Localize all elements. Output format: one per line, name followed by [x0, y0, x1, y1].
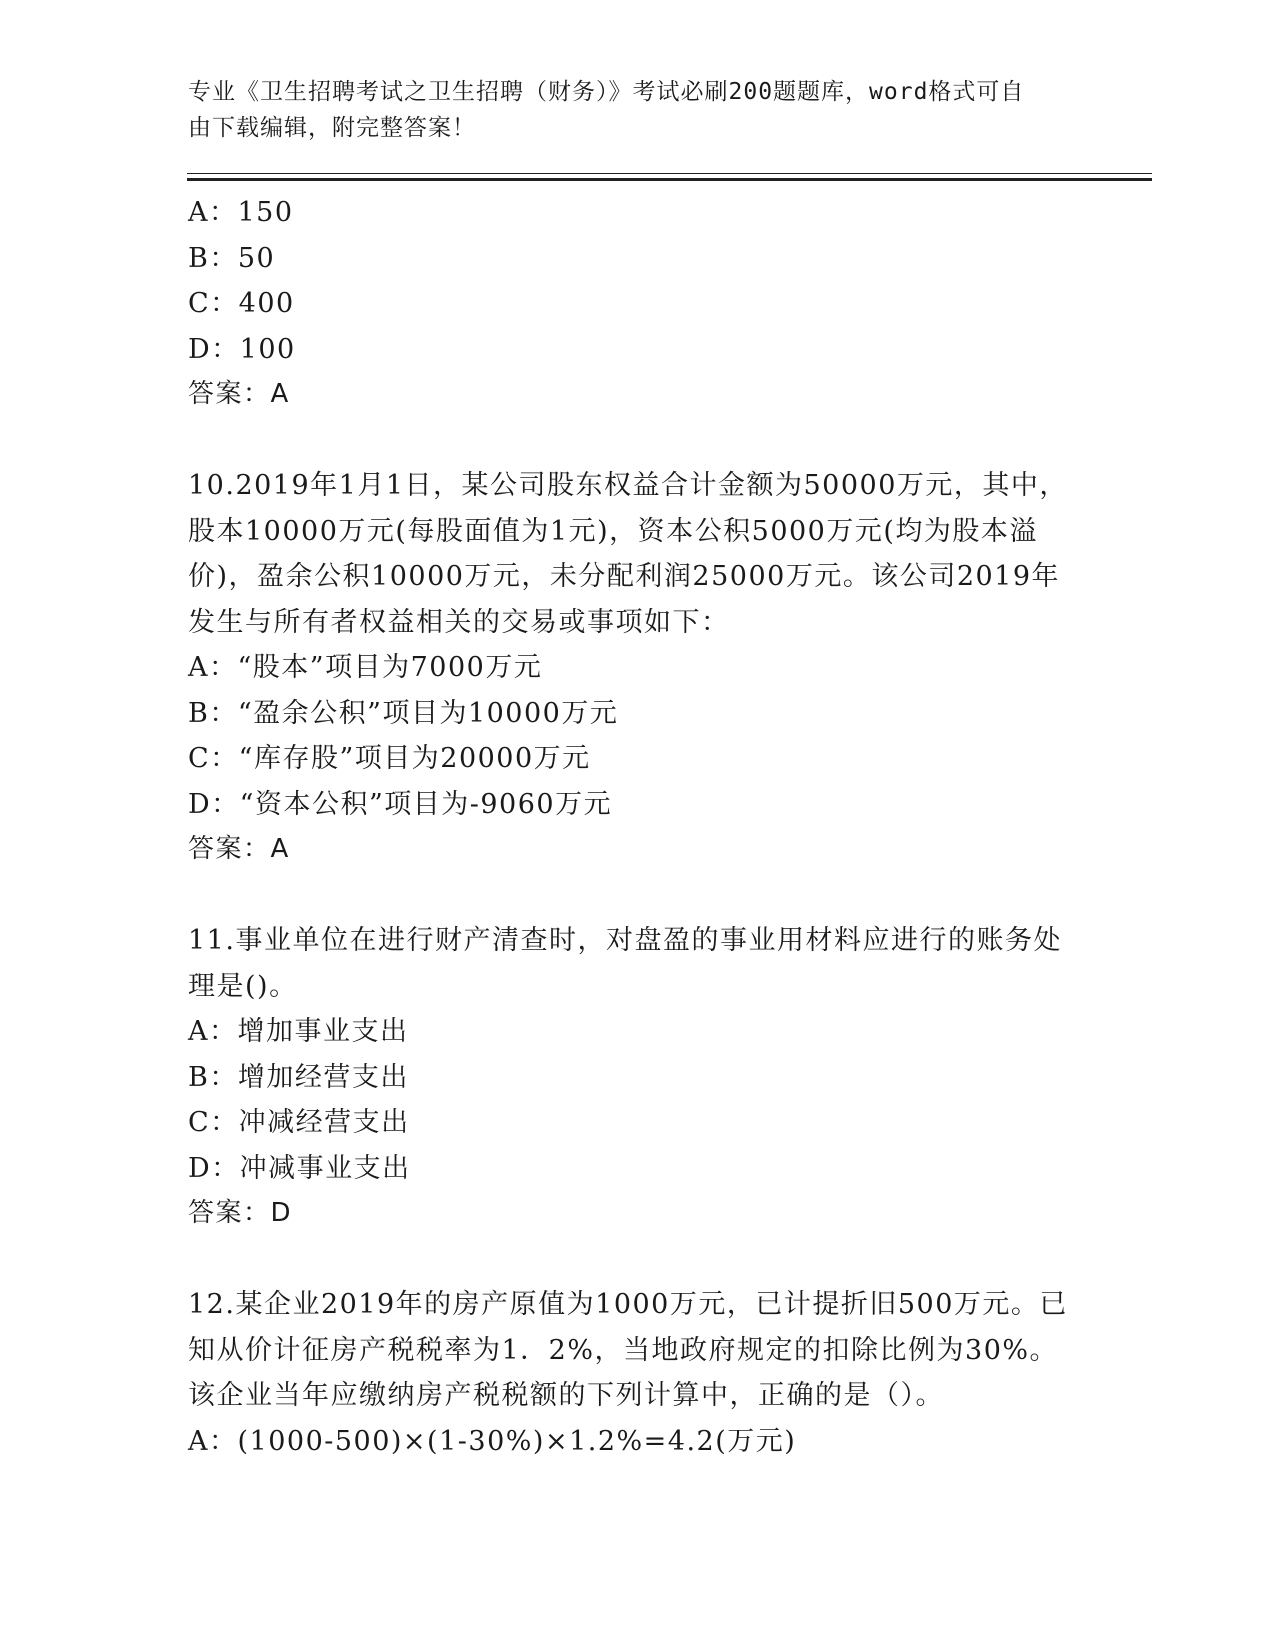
option-a: A：(1000-500)×(1-30%)×1.2%=4.2(万元)	[188, 1425, 797, 1457]
question-stem-line: 知从价计征房产税税率为1．2%，当地政府规定的扣除比例为30%。	[188, 1334, 1059, 1366]
option-b: B：增加经营支出	[188, 1061, 409, 1093]
question-10	[188, 463, 1088, 873]
option-a: A：150	[188, 197, 294, 228]
option-a: A：“股本”项目为7000万元	[188, 652, 543, 683]
option-d: D：“资本公积”项目为-9060万元	[188, 788, 613, 820]
header-divider-thin	[187, 173, 1152, 174]
question-12	[188, 1282, 1088, 1464]
option-c: C：400	[188, 288, 295, 319]
option-a: A：增加事业支出	[188, 1016, 409, 1047]
document-header	[188, 74, 1068, 146]
question-stem-line: 该企业当年应缴纳房产税税额的下列计算中，正确的是（）。	[188, 1380, 944, 1411]
answer: 答案：A	[188, 834, 290, 864]
option-d: D：冲减事业支出	[188, 1152, 411, 1184]
question-stem-line: 12.某企业2019年的房产原值为1000万元，已计提折旧500万元。已	[188, 1289, 1068, 1320]
question-stem-line: 股本10000万元(每股面值为1元)，资本公积5000万元(均为股本溢	[188, 515, 1038, 547]
question-stem-line: 价)，盈余公积10000万元，未分配利润25000万元。该公司2019年	[188, 561, 1061, 592]
option-c: C：冲减经营支出	[188, 1107, 410, 1138]
question-stem-line: 理是()。	[188, 970, 298, 1002]
option-c: C：“库存股”项目为20000万元	[188, 743, 591, 774]
spacer	[188, 418, 1088, 464]
header-line: 专业《卫生招聘考试之卫生招聘（财务）》考试必刷200题题库，word格式可自	[188, 79, 1025, 105]
question-list	[188, 190, 1088, 1464]
header-line: 由下载编辑，附完整答案！	[188, 115, 476, 141]
question-stem-line: 11.事业单位在进行财产清查时，对盘盈的事业用材料应进行的账务处	[188, 925, 1062, 956]
answer: 答案：A	[188, 379, 290, 409]
question-stem-line: 发生与所有者权益相关的交易或事项如下：	[188, 606, 730, 638]
spacer	[188, 873, 1088, 919]
answer: 答案：D	[188, 1198, 293, 1228]
header-divider-thick	[187, 178, 1152, 181]
spacer	[188, 1237, 1088, 1283]
question-11	[188, 918, 1088, 1237]
option-d: D：100	[188, 333, 296, 365]
option-b: B：“盈余公积”项目为10000万元	[188, 697, 619, 729]
option-b: B：50	[188, 242, 276, 274]
question-stem-line: 10.2019年1月1日，某公司股东权益合计金额为50000万元，其中，	[188, 470, 1068, 501]
question-9	[188, 190, 1088, 418]
